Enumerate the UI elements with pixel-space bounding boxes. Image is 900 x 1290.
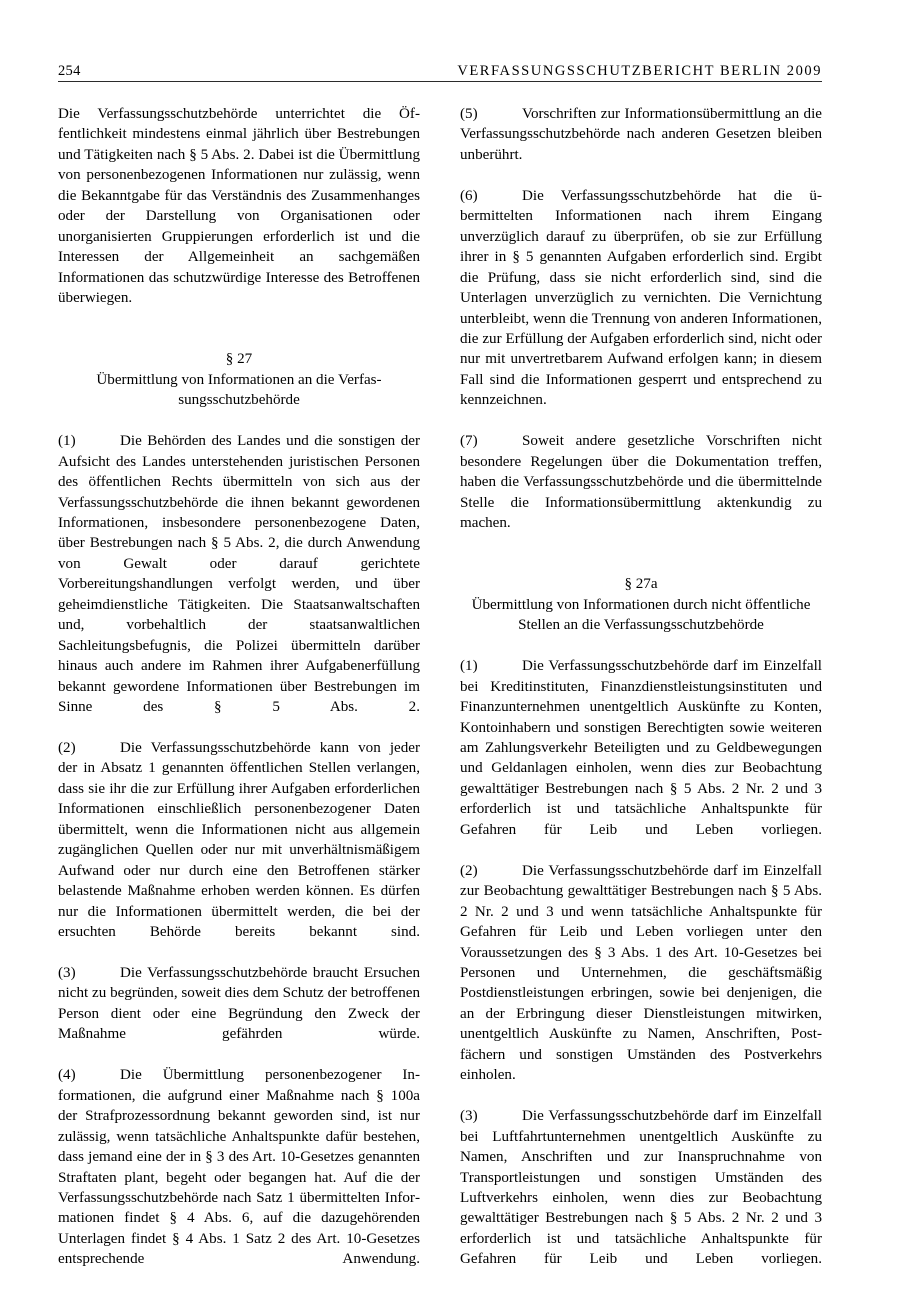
paragraph-2 [58, 738, 420, 963]
section-heading-27 [58, 349, 420, 410]
paragraph-text-27a-3: Die Verfassungsschutzbehörde darf im Einzelfall bei Luftfahrtunternehmen unentgeltlich Auskünfte zu Namen, Anschriften und zur Inanspruchnahme von Transportleistungen und sonstigen Umständen des Luftverkehrs einholen, wenn dies zur Beobachtung gewalttätiger Bestrebungen nach § 5 Abs. 2 Nr. 2 und 3 erforderlich ist und tatsächliche Anhaltspunkte für Gefahren für Leib und Leben vorliegen. [460, 1108, 822, 1268]
paragraph-number-7: (7) [460, 433, 478, 450]
running-head-title: VERFASSUNGSSCHUTZBERICHT BERLIN 2009 [457, 62, 822, 79]
paragraph-text-6: Die Verfassungsschutzbehörde hat die übermittelten Informationen nach ihrem Eingang unverzüglich darauf zu überprüfen, ob sie zur Erfüllung ihrer in § 5 genannten Aufgaben erforderlich sind. Ergibt die Prüfung, dass sie nicht erforderlich sind, sind die Unterlagen unverzüglich zu vernichten. Die Vernichtung unterbleibt, wenn die Trennung von anderen Informationen, die zur Erfüllung der Aufgaben erforderlich sind, nicht oder nur mit unvertretbarem Aufwand erfolgen kann; in diesem Fall sind die Informationen gesperrt und entsprechend zu kennzeichnen. [460, 187, 822, 409]
paragraph-3 [58, 963, 420, 1065]
paragraph-text-27a-1: Die Verfassungsschutzbehörde darf im Einzelfall bei Kreditinstituten, Finanzdienstleistungsinstituten und Finanzunternehmen unentgeltlich Auskünfte zu Konten, Kontoinhabern und sonstigen Berechtigten sowie weiteren am Zahlungsverkehr Beteiligten und zu Geldbewegungen und Geldanlagen einholen, wenn dies zur Beobachtung gewalttätiger Bestrebungen nach § 5 Abs. 2 Nr. 2 und 3 erforderlich ist und tatsächliche Anhaltspunkte für Gefahren für Leib und Leben vorliegen. [460, 658, 822, 838]
paragraph-number-5: (5) [460, 106, 478, 122]
section-number-27a: § 27a [624, 576, 658, 593]
left-column [58, 104, 420, 1268]
section-title-27: Übermittlung von Informationen an die Verfassungsschutzbehörde [96, 371, 382, 409]
paragraph-6 [460, 186, 822, 431]
running-head [58, 56, 822, 82]
paragraph-number-4: (4) [58, 1067, 76, 1084]
paragraph-text-4: Die Übermittlung personenbezogener Informationen, die aufgrund einer Maßnahme nach § 100a der Strafprozessordnung bekannt geworden sind, ist nur zulässig, wenn tatsächliche Anhaltspunkte dafür bestehen, dass jemand eine der in § 3 des Art. 10-Gesetzes genannten Straftaten plant, begeht oder begangen hat. Auf die der Verfassungsschutzbehörde nach Satz 1 übermittelten Informationen findet § 4 Abs. 6, auf die dazugehörenden Unterlagen findet § 4 Abs. 1 Satz 2 des Art. 10-Gesetzes entsprechende Anwendung. [58, 1067, 420, 1268]
paragraph-number-6: (6) [460, 187, 478, 204]
body-columns [58, 104, 822, 1268]
intro-paragraph: Die Verfassungsschutzbehörde unterrichtet die Öffentlichkeit mindestens einmal jährlich über Bestrebungen und Tätigkeiten nach § 5 Abs. 2. Dabei ist die Übermittlung von personenbezogenen Informationen nur zulässig, wenn die Bekanntgabe für das Verständnis des Zusammenhanges oder der Darstellung von Organisationen oder unorganisierten Gruppierungen erforderlich ist und die Interessen der Allgemeinheit an sachgemäßen Informationen das schutzwürdige Interesse des Betroffenen überwiegen. [58, 106, 420, 307]
section-heading-27a [460, 574, 822, 635]
paragraph-1 [58, 431, 420, 738]
paragraph-text-5: Vorschriften zur Informationsübermittlung an die Verfassungsschutzbehörde nach anderen Gesetzen bleiben unberührt. [460, 106, 822, 163]
paragraph-27a-2 [460, 861, 822, 1106]
paragraph-text-1: Die Behörden des Landes und die sonstigen der Aufsicht des Landes unterstehenden juristischen Personen des öffentlichen Rechts übermitteln von sich aus der Verfassungsschutzbehörde die ihnen bekannt gewordenen Informationen, insbesondere personenbezogene Daten, über Bestrebungen nach § 5 Abs. 2, die durch Anwendung von Gewalt oder darauf gerichtete Vorbereitungshandlungen verfolgt werden, und über geheimdienstliche Tätigkeiten. Die Staatsanwaltschaften und, vorbehaltlich der staatsanwaltlichen Sachleitungsbefugnis, die Polizei übermitteln darüber hinaus auch andere im Rahmen ihrer Aufgabenerfüllung bekannt gewordene Informationen über Bestrebungen im Sinne des § 5 Abs. 2. [58, 433, 420, 716]
right-column [460, 104, 822, 1268]
paragraph-text-7: Soweit andere gesetzliche Vorschriften nicht besondere Regelungen über die Dokumentation treffen, haben die Verfassungsschutzbehörde und die übermittelnde Stelle die Informationsübermittlung aktenkundig zu machen. [460, 433, 822, 532]
page-number: 254 [58, 62, 81, 79]
paragraph-5 [460, 104, 822, 186]
paragraph-number-27a-1: (1) [460, 658, 478, 675]
paragraph-text-2: Die Verfassungsschutzbehörde kann von jeder der in Absatz 1 genannten öffentlichen Stellen verlangen, dass sie ihr die zur Erfüllung ihrer Aufgaben erforderlichen Informationen einschließlich personenbezogener Daten übermittelt, wenn die Informationen nicht aus allgemein zugänglichen Quellen oder nur mit unverhältnismäßigem Aufwand oder nur durch eine den Betroffenen stärker belastende Maßnahme erhoben werden können. Es dürfen nur die Informationen übermittelt werden, die bei der ersuchten Behörde bereits bekannt sind. [58, 740, 420, 941]
section-number-27: § 27 [225, 351, 253, 368]
paragraph-number-3: (3) [58, 965, 76, 981]
paragraph-number-2: (2) [58, 740, 76, 757]
paragraph-27a-1 [460, 656, 822, 861]
section-title-27a: Übermittlung von Informationen durch nicht öffentliche Stellen an die Verfassungsschutzbehörde [471, 596, 811, 634]
paragraph-number-1: (1) [58, 433, 76, 450]
paragraph-7 [460, 431, 822, 554]
paragraph-27a-3 [460, 1106, 822, 1290]
paragraph-number-27a-3: (3) [460, 1108, 478, 1125]
paragraph-text-3: Die Verfassungsschutzbehörde braucht Ersuchen nicht zu begründen, soweit dies dem Schutz der betroffenen Person dient oder eine Begründung den Zweck der Maßnahme gefährden würde. [58, 965, 420, 1043]
paragraph-4 [58, 1065, 420, 1290]
paragraph-number-27a-2: (2) [460, 862, 478, 879]
paragraph-text-27a-2: Die Verfassungsschutzbehörde darf im Einzelfall zur Beobachtung gewalttätiger Bestrebungen nach § 5 Abs. 2 Nr. 2 und 3 und wenn tatsächliche Anhaltspunkte für Gefahren für Leib und Leben vorliegen unter den Voraussetzungen des § 3 Abs. 1 des Art. 10-Gesetzes bei Personen und Unternehmen, die geschäftsmäßig Postdienstleistungen erbringen, sowie bei denjenigen, die an der Erbringung dieser Dienstleistungen mitwirken, unentgeltlich Auskünfte zu Namen, Anschriften, Postfächern und sonstigen Umständen des Postverkehrs einholen. [460, 862, 822, 1084]
